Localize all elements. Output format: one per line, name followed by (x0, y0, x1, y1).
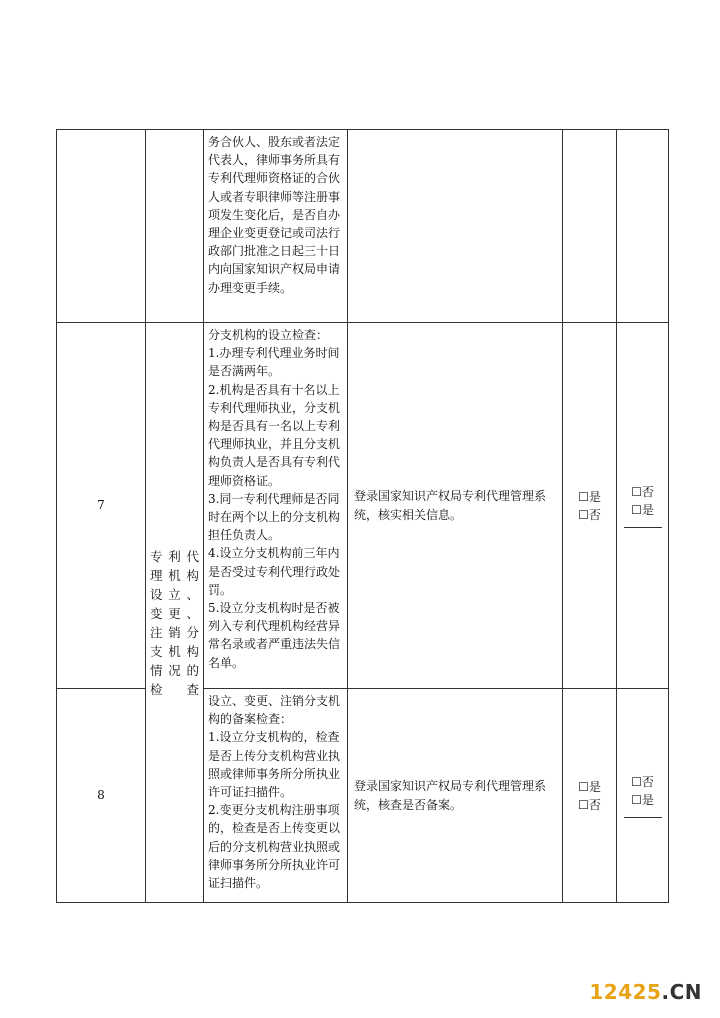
category-cell (146, 130, 204, 323)
result-cell (617, 689, 669, 903)
result-yes-option[interactable]: ☐是 (631, 503, 654, 517)
watermark-dot: . (661, 980, 670, 1004)
check-cell (563, 689, 617, 903)
row-number (57, 130, 146, 323)
watermark-domain: CN (669, 980, 702, 1004)
watermark-number: 12425 (589, 980, 662, 1004)
inspection-table (56, 129, 669, 903)
inspection-method (348, 130, 563, 323)
check-yes-option[interactable]: ☐是 (578, 489, 601, 504)
result-no-option[interactable]: ☐否 (631, 485, 654, 499)
row-number: 7 (57, 323, 146, 689)
inspection-content: 分支机构的设立检查： 1.办理专利代理业务时间是否满两年。 2.机构是否具有十名以上专利代理师执业，分支机构是否具有一名以上专利代理师执业，并且分支机构负责人是否具有专利代理师资格证。 3.同一专利代理师是否同时在两个以上的分支机构担任负责人。 4.设立分支机构前三年内是否受过专利代理行政处罚。 5.设立分支机构时是否被列入专利代理机构经营异常名录或者严重违法失信名单。 (204, 323, 348, 689)
result-cell (617, 130, 669, 323)
category-cell (146, 323, 204, 903)
check-no-option[interactable]: ☐否 (578, 797, 601, 812)
result-yes-option[interactable]: ☐是 (631, 793, 654, 807)
inspection-method: 登录国家知识产权局专利代理管理系统，核实相关信息。 (348, 323, 563, 689)
row-number: 8 (57, 689, 146, 903)
result-cell (617, 323, 669, 689)
fill-in-line (624, 817, 662, 818)
result-no-option[interactable]: ☐否 (631, 775, 654, 789)
site-watermark (589, 980, 702, 1004)
inspection-content: 务合伙人、股东或者法定代表人，律师事务所具有专利代理师资格证的合伙人或者专职律师等注册事项发生变化后，是否自办理企业变更登记或司法行政部门批准之日起三十日内向国家知识产权局申请办理变更手续。 (204, 130, 348, 323)
inspection-method: 登录国家知识产权局专利代理管理系统，核查是否备案。 (348, 689, 563, 903)
check-yes-option[interactable]: ☐是 (578, 779, 601, 794)
check-cell (563, 323, 617, 689)
table-row (57, 323, 669, 689)
fill-in-line (624, 527, 662, 528)
table-row (57, 130, 669, 323)
category-text: 专利代理机构设立、变更、注销分支机构情况的检查 (150, 549, 199, 697)
check-no-option[interactable]: ☐否 (578, 507, 601, 522)
check-cell (563, 130, 617, 323)
inspection-content: 设立、变更、注销分支机构的备案检查： 1.设立分支机构的，检查是否上传分支机构营业执照或律师事务所分所执业许可证扫描件。 2.变更分支机构注册事项的，检查是否上传变更以后的分支机构营业执照或律师事务所分所执业许可证扫描件。 (204, 689, 348, 903)
